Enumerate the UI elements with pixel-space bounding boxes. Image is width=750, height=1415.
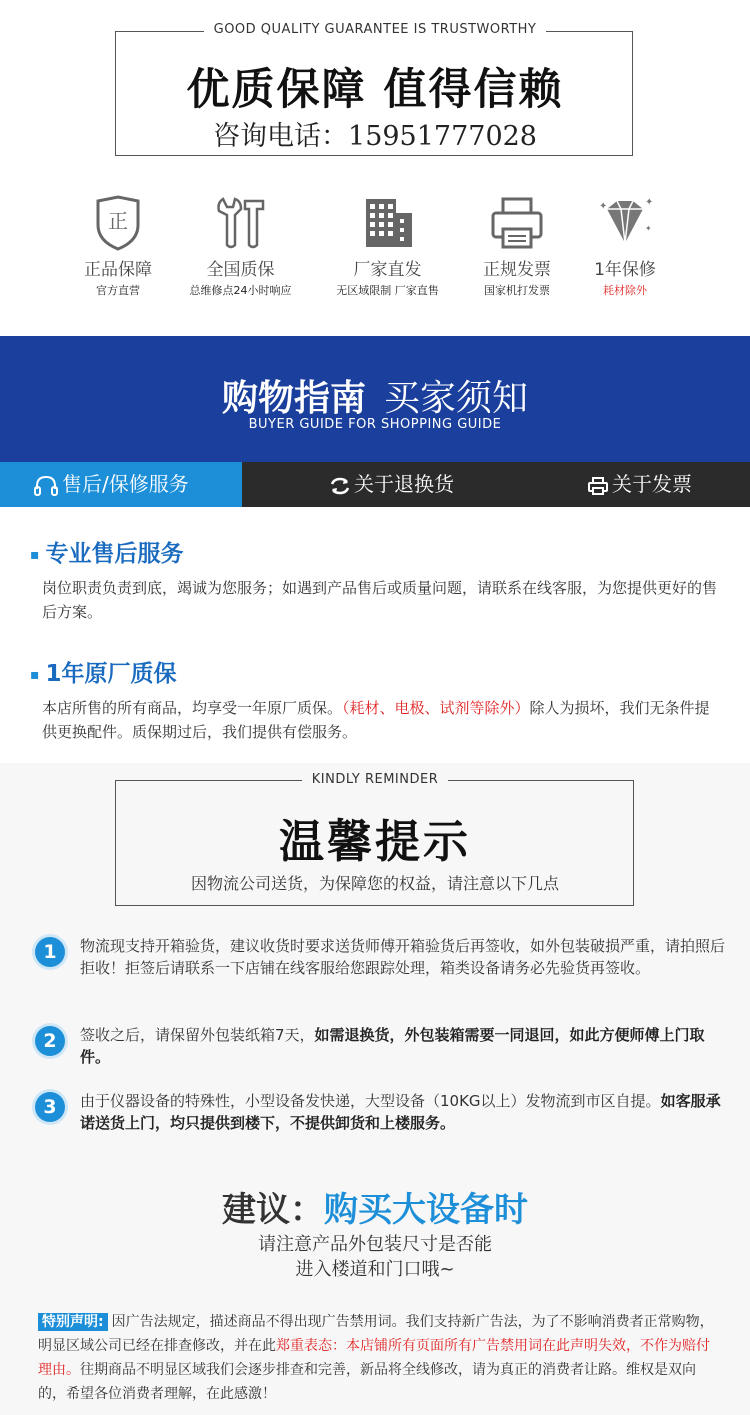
note-number-badge: 3 [35,1092,65,1122]
disclaimer-tag: 特别声明: [38,1313,108,1331]
buyer-guide-title: 购物指南 买家须知 [221,378,529,419]
buyer-guide-subtitle-en: BUYER GUIDE FOR SHOPPING GUIDE [248,417,502,432]
note-item: 签收之后，请保留外包装纸箱7天，如需退换货，外包装箱需要一同退回，如此方便师傅上门取件。 [80,1026,705,1066]
reminder-subtitle-en: KINDLY REMINDER [0,772,750,787]
feature-sub: 官方直营 [96,284,140,297]
tools-icon [213,195,269,251]
tab-label: 关于发票 [612,472,692,496]
feature-sub: 国家机打发票 [484,284,550,297]
shield-zheng-icon [94,195,142,251]
feature-title: 1年保修 [594,260,656,280]
advice-line: 请注意产品外包装尺寸是否能 [258,1234,492,1255]
headset-icon [34,475,58,497]
section-after-sales-title: ▪ 专业售后服务 [30,535,184,568]
reminder-title: 温馨提示 [278,815,471,868]
feature-sub: 耗材除外 [603,284,647,297]
guarantee-subtitle-en: GOOD QUALITY GUARANTEE IS TRUSTWORTHY [0,22,750,37]
diamond-icon [595,195,655,251]
phone-number: 咨询电话：15951777028 [213,121,537,152]
tab-label: 关于退换货 [354,472,454,496]
feature-warranty [173,195,308,298]
section-warranty-title: ▪ 1年原厂质保 [30,655,177,688]
note-number-badge: 2 [35,1026,65,1056]
note-item: 物流现支持开箱验货，建议收货时要求送货师傅开箱验货后再签收，如外包装破损严重，请拍照后拒收！拒签后请联系一下店铺在线客服给您跟踪处理，箱类设备请务必先验货再签收。 [80,937,726,977]
tab-label: 售后/保修服务 [62,472,189,496]
disclaimer: 特别声明: 因广告法规定，描述商品不得出现广告禁用词。我们支持新广告法，为了不影响消费者正常购物，明显区域公司已经在排查修改，并在此郑重表态：本店铺所有页面所有广告禁用词在此声明失效，不作为赔付理由。往期商品不明显区域我们会逐步排查和完善，新品将全线修改，请为真正的消费者让路。维权是双向的，希望各位消费者理解，在此感激！ [38,1314,714,1402]
advice-line: 进入楼道和门口哦~ [295,1259,455,1280]
section-warranty-body: 本店所售的所有商品，均享受一年原厂质保。（耗材、电极、试剂等除外）除人为损坏，我们无条件提供更换配件。质保期过后，我们提供有偿服务。 [42,699,710,741]
feature-title: 正品保障 [84,260,152,280]
feature-title: 正规发票 [483,260,551,280]
svg-text:✦: ✦ [645,197,654,208]
tab-invoice[interactable] [588,462,692,507]
guarantee-title: 优质保障 值得信赖 [186,65,564,115]
svg-text:正: 正 [108,209,128,233]
tab-returns[interactable] [330,462,454,507]
feature-one-year [560,195,690,298]
printer-icon [489,195,545,251]
tab-after-sales[interactable] [0,462,242,507]
svg-text:✦: ✦ [645,224,652,233]
feature-factory [320,195,455,298]
note-number-badge: 1 [35,937,65,967]
feature-sub: 无区域限制 厂家直售 [336,284,439,297]
note-item: 由于仪器设备的特殊性，小型设备发快递，大型设备（10KG以上）发物流到市区自提。如客服承诺送货上门，均只提供到楼下，不提供卸货和上楼服务。 [80,1092,721,1132]
feature-title: 全国质保 [206,260,275,280]
reminder-subtitle: 因物流公司送货，为保障您的权益，请注意以下几点 [190,874,559,893]
feature-sub: 总维修点24小时响应 [189,284,292,297]
svg-text:✦: ✦ [599,201,608,212]
advice-title: 建议：购买大设备时 [222,1190,528,1230]
exchange-icon [330,477,350,495]
printer-icon [588,477,608,495]
building-icon [360,195,416,251]
section-after-sales-body: 岗位职责负责到底，竭诚为您服务；如遇到产品售后或质量问题，请联系在线客服，为您提供更好的售后方案。 [42,579,718,621]
feature-genuine [53,195,183,298]
feature-title: 厂家直发 [353,260,422,280]
